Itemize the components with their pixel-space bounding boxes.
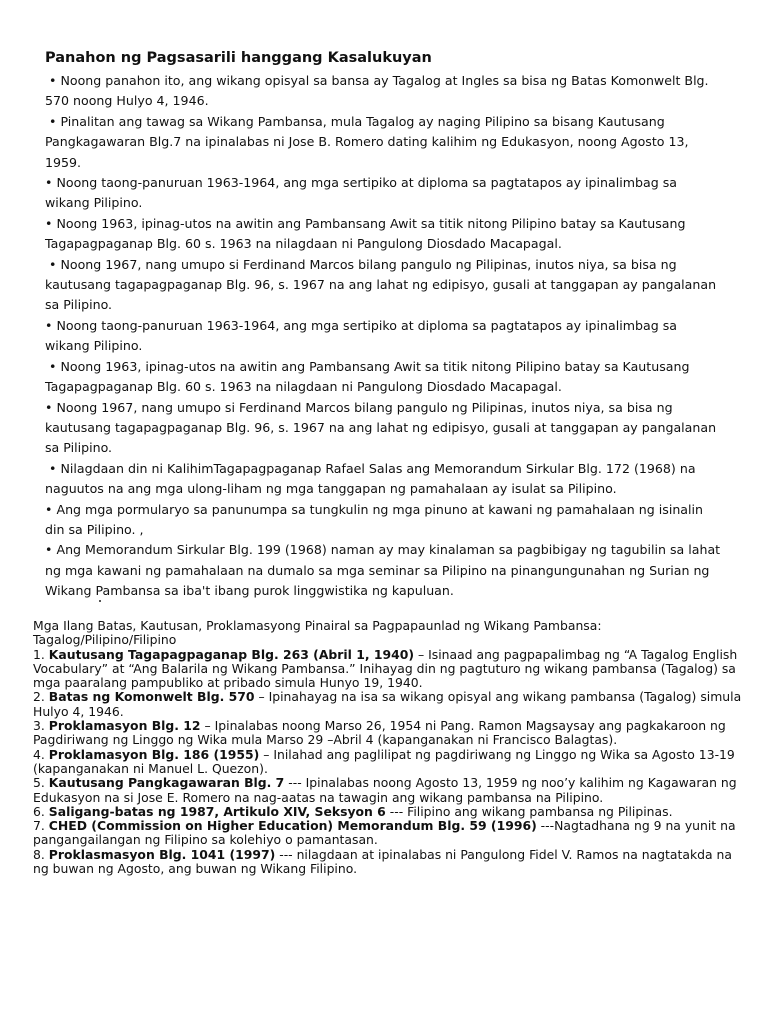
- bullet-icon: •: [45, 501, 53, 517]
- bullet-icon: •: [49, 358, 57, 374]
- bullet-icon: •: [49, 73, 57, 88]
- paragraph: • Noong 1967, nang umupo si Ferdinand Marcos bilang pangulo ng Pilipinas, inutos niya, sa bisa ng kautusang tagapagpaganap Blg. 96, s. 1967 na ang lahat ng edipisyo, gusali at tanggapan ay pangalanan sa Pilipino.: [45, 399, 717, 456]
- item-heading: CHED (Commission on Higher Education) Memorandum Blg. 59 (1996): [48, 818, 537, 834]
- paragraph: • Noong 1963, ipinag-utos na awitin ang Pambansang Awit sa titik nitong Pilipino batay sa Kautusang Tagapagpaganap Blg. 60 s. 1963 na nilagdaan ni Pangulong Diosdado Macapagal.: [45, 358, 690, 395]
- item-heading: Kautusang Pangkagawaran Blg. 7: [48, 775, 285, 791]
- bullet-icon: •: [45, 215, 53, 231]
- section-independence-to-present: [45, 48, 725, 602]
- bullet-icon: •: [45, 317, 53, 333]
- list-item: 8. Proklasmasyon Blg. 1041 (1997) --- nilagdaan at ipinalabas ni Pangulong Fidel V. Ramos na nagtatakda na ng buwan ng Agosto, ang buwan ng Wikang Filipino.: [33, 846, 732, 877]
- paragraph: • Pinalitan ang tawag sa Wikang Pambansa, mula Tagalog ay naging Pilipino sa bisang Kautusang Pangkagawaran Blg.7 na ipinalabas ni Jose B. Romero dating kalihim ng Edukasyon, noong Agosto 13, 1959.: [45, 113, 689, 170]
- list-item: 6. Saligang-batas ng 1987, Artikulo XIV, Seksyon 6 --- Filipino ang wikang pambansa ng Pilipinas.: [33, 803, 673, 819]
- item-heading: Kautusang Tagapagpaganap Blg. 263 (Abril 1, 1940): [48, 646, 415, 662]
- bullet-icon: •: [45, 542, 53, 558]
- item-heading: Proklasmasyon Blg. 1041 (1997): [48, 846, 276, 862]
- paragraph: • Ang Memorandum Sirkular Blg. 199 (1968) naman ay may kinalaman sa pagbibigay ng tagubilin sa lahat ng mga kawani ng pamahalaan na dumalo sa mga seminar sa Pilipino na pinangungunahan ng Surian ng Wikang Pambansa sa iba't ibang purok linggwistika ng kapuluan.: [45, 542, 721, 599]
- bullet-icon: •: [45, 175, 53, 191]
- list-item: 2. Batas ng Komonwelt Blg. 570 – Ipinahayag na isa sa wikang opisyal ang wikang pambansa (Tagalog) simula Hulyo 4, 1946.: [33, 689, 742, 719]
- list-item: 5. Kautusang Pangkagawaran Blg. 7 --- Ipinalabas noong Agosto 13, 1959 ng noo’y kalihim ng Kagawaran ng Edukasyon na si Jose E. Romero na nag-aatas na tawagin ang wikang pambansa na Pilipino.: [33, 775, 737, 805]
- paragraph: • Noong panahon ito, ang wikang opisyal sa bansa ay Tagalog at Ingles sa bisa ng Batas Komonwelt Blg. 570 noong Hulyo 4, 1946.: [45, 73, 709, 109]
- list-item: 3. Proklamasyon Blg. 12 – Ipinalabas noong Marso 26, 1954 ni Pang. Ramon Magsaysay ang pagkakaroon ng Pagdiriwang ng Linggo ng Wika mula Marso 29 –Abril 4 (kapanganakan ni Francisco Balagtas).: [33, 718, 726, 748]
- item-heading: Proklamasyon Blg. 186 (1955): [48, 746, 260, 762]
- bullet-icon: •: [49, 460, 57, 476]
- bullet-icon: •: [45, 399, 53, 415]
- list-item: 4. Proklamasyon Blg. 186 (1955) – Inilahad ang paglilipat ng pagdiriwang ng Linggo ng Wika sa Agosto 13-19 (kapanganakan ni Manuel L. Quezon).: [33, 746, 735, 776]
- bullet-icon: •: [49, 113, 57, 129]
- stray-dot: [99, 600, 101, 602]
- list-item: 7. CHED (Commission on Higher Education) Memorandum Blg. 59 (1996) ---Nagtadhana ng 9 na yunit na pangangailangan ng Filipino sa kolehiyo o pamantasan.: [33, 818, 736, 848]
- section-title: Panahon ng Pagsasarili hanggang Kasalukuyan: [45, 50, 432, 66]
- list-title: Mga Ilang Batas, Kautusan, Proklamasyong Pinairal sa Pagpapaunlad ng Wikang Pambansa: Tagalog/Pilipino/Filipino: [33, 618, 602, 648]
- bullet-icon: •: [49, 256, 57, 272]
- paragraph: • Noong taong-panuruan 1963-1964, ang mga sertipiko at diploma sa pagtatapos ay ipinalimbag sa wikang Pilipino.: [45, 175, 677, 211]
- paragraph: • Noong 1967, nang umupo si Ferdinand Marcos bilang pangulo ng Pilipinas, inutos niya, sa bisa ng kautusang tagapagpaganap Blg. 96, s. 1967 na ang lahat ng edipisyo, gusali at tanggapan ay pangalanan sa Pilipino.: [45, 256, 717, 313]
- paragraph: • Ang mga pormularyo sa panunumpa sa tungkulin ng mga pinuno at kawani ng pamahalaan ng isinalin din sa Pilipino. ,: [45, 501, 704, 537]
- item-heading: Proklamasyon Blg. 12: [48, 718, 201, 734]
- paragraph: • Noong taong-panuruan 1963-1964, ang mga sertipiko at diploma sa pagtatapos ay ipinalimbag sa wikang Pilipino.: [45, 317, 677, 354]
- list-item: 1. Kautusang Tagapagpaganap Blg. 263 (Abril 1, 1940) – Isinaad ang pagpapalimbag ng “A Tagalog English Vocabulary” at “Ang Balarila ng Wikang Pambansa.” Inihayag din ng pagtuturo ng wikang pambansa (Tagalog) sa mga paaralang pampubliko at pribado simula Hunyo 19, 1940.: [33, 646, 738, 691]
- item-heading: Saligang-batas ng 1987, Artikulo XIV, Seksyon 6: [48, 803, 386, 819]
- section-laws-list: [33, 619, 743, 876]
- paragraph: • Nilagdaan din ni KalihimTagapagpaganap Rafael Salas ang Memorandum Sirkular Blg. 172 (1968) na naguutos na ang mga ulong-liham ng mga tanggapan ng pamahalaan ay isulat sa Pilipino.: [45, 460, 696, 497]
- paragraph: • Noong 1963, ipinag-utos na awitin ang Pambansang Awit sa titik nitong Pilipino batay sa Kautusang Tagapagpaganap Blg. 60 s. 1963 na nilagdaan ni Pangulong Diosdado Macapagal.: [45, 215, 686, 252]
- item-heading: Batas ng Komonwelt Blg. 570: [48, 689, 255, 705]
